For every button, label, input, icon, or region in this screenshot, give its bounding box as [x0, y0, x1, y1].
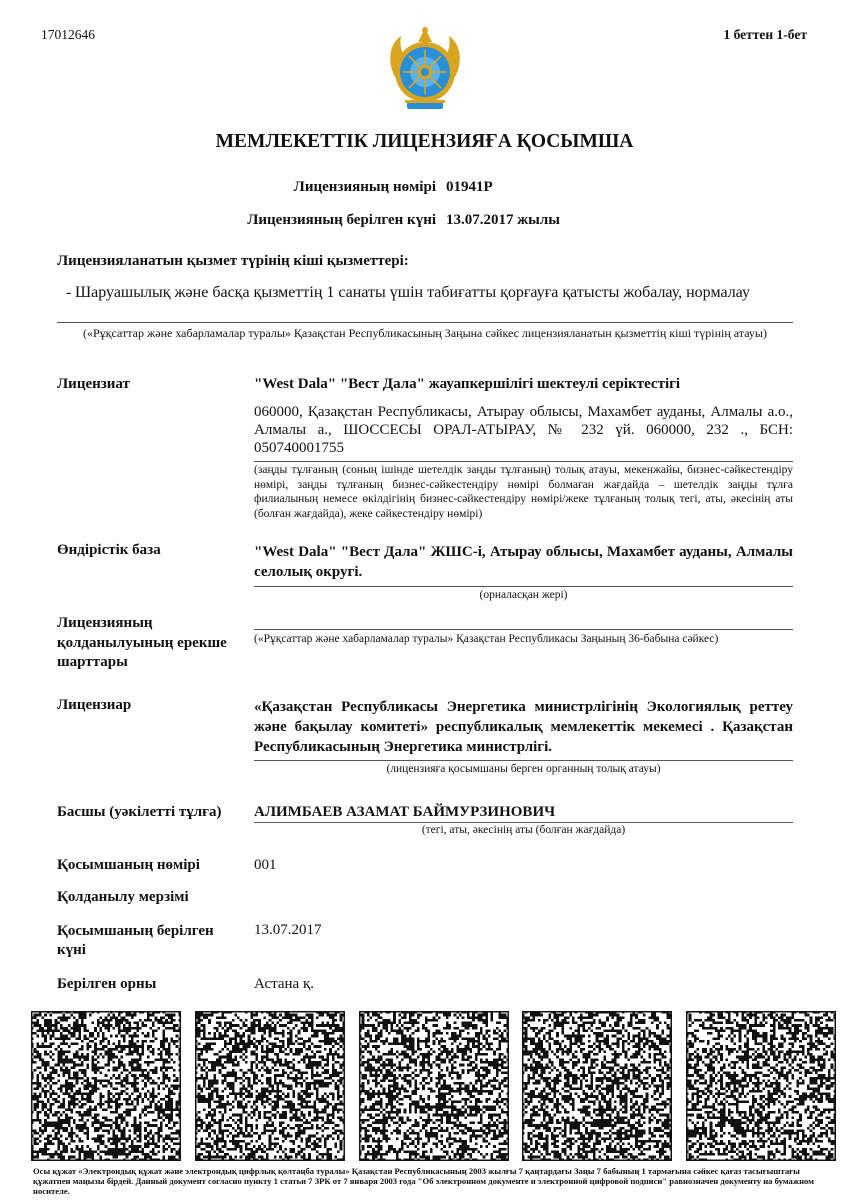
- qr-code-icon: [359, 1011, 509, 1161]
- kazakhstan-emblem-icon: [385, 22, 465, 112]
- licensor-note: (лицензияға қосымшаны берген органның толық атауы): [386, 763, 661, 775]
- production-base-label: Өндірістік база: [57, 542, 161, 558]
- head-value: АЛИМБАЕВ АЗАМАТ БАЙМУРЗИНОВИЧ: [254, 804, 556, 820]
- qr-code-icon: [195, 1011, 345, 1161]
- qr-code: [359, 1011, 509, 1161]
- state-emblem: [385, 22, 465, 112]
- licensor-value: «Қазақстан Республикасы Энергетика министрлігінің Экологиялық реттеу және бақылау комитеті» республикалық мемлекеттік мекемесі . Қазақстан Республикасының Энергетика министрлігі.: [254, 699, 793, 755]
- divider: [254, 629, 793, 630]
- license-number-value: 01941Р: [446, 179, 493, 195]
- appendix-number-value: 001: [254, 857, 277, 873]
- subservices-note: («Рұқсаттар және хабарламалар туралы» Қазақстан Республикасының Заңына сәйкес лицензияланатын қызметтің кіші түрінің атауы): [83, 326, 767, 340]
- qr-code-icon: [31, 1011, 181, 1161]
- divider: [254, 822, 793, 823]
- license-number-label: Лицензияның нөмірі: [293, 179, 436, 195]
- divider: [254, 760, 793, 761]
- subservice-item: Шаруашылық және басқа қызметтің 1 санаты үшін табиғатты қорғауға қатысты жобалау, нормалау: [75, 284, 750, 301]
- issue-date-label: Қосымшаның берілген күні: [57, 923, 214, 958]
- special-conditions-label: Лицензияның қолданылуының ерекше шарттары: [57, 615, 227, 670]
- issue-place-value: Астана қ.: [254, 976, 314, 992]
- special-conditions-note: («Рұқсаттар және хабарламалар туралы» Қазақстан Республикасы Заңының 36-бабына сәйкес): [254, 633, 719, 645]
- document-number: 17012646: [41, 27, 95, 42]
- qr-code: [195, 1011, 345, 1161]
- licensee-address: 060000, Қазақстан Республикасы, Атырау облысы, Махамбет ауданы, Алмалы а.о., Алмалы а., ШОССЕСЫ ОРАЛ-АТЫРАУ, № 232 үй. 060000, 232 ., БСН: 050740001755: [254, 404, 793, 456]
- qr-code: [31, 1011, 181, 1161]
- divider: [57, 322, 793, 323]
- legal-footer: Осы құжат «Электрондық құжат және электрондық цифрлық қолтаңба туралы» Қазақстан Республикасының 2003 жылғы 7 қаңтардағы Заңы 7 бабының 1 тармағына сәйкес қағаз тасығыштағы құжатпен маңызы бірдей. Данный документ согласно пункту 1 статьи 7 ЗРК от 7 января 2003 года "Об электронном документе и электронной цифровой подписи" равнозначен документу на бумажном носителе.: [33, 1166, 815, 1196]
- license-date-label: Лицензияның берілген күні: [247, 212, 436, 228]
- qr-code-icon: [522, 1011, 672, 1161]
- issue-date-value: 13.07.2017: [254, 922, 322, 938]
- page-title: МЕМЛЕКЕТТІК ЛИЦЕНЗИЯҒА ҚОСЫМША: [215, 131, 634, 152]
- qr-code: [686, 1011, 836, 1161]
- issue-place-label: Берілген орны: [57, 976, 157, 992]
- subservices-heading: Лицензияланатын қызмет түрінің кіші қызметтері:: [57, 253, 409, 269]
- license-date-value: 13.07.2017 жылы: [446, 212, 560, 228]
- production-base-value: "West Dala" "Вест Дала" ЖШС-і, Атырау облысы, Махамбет ауданы, Алмалы селолық округі.: [254, 544, 793, 580]
- divider: [254, 461, 793, 462]
- licensor-label: Лицензиар: [57, 697, 132, 713]
- head-note: (тегі, аты, әкесінің аты (болған жағдайда): [421, 824, 626, 836]
- qr-code: [522, 1011, 672, 1161]
- divider: [254, 586, 793, 587]
- licensee-note: (заңды тұлғаның (соның ішінде шетелдік заңды тұлғаның) толық атауы, мекенжайы, бизнес-сәйкестендіру нөмірі, заңды тұлғаның бизнес-сәйкестендіру нөмірі болмаған жағдайда – шетелдік заңды тұлға филиалының немесе өкілдігінің бизнес-сәйкестендіру нөмірі/жеке тұлғаның толық тегі, аты, әкесінің аты (болған жағдайда), жеке сәйкестендіру нөмірі): [254, 464, 793, 520]
- validity-label: Қолданылу мерзімі: [57, 889, 189, 905]
- head-label: Басшы (уәкілетті тұлға): [57, 804, 222, 820]
- page-indicator: 1 беттен 1-бет: [723, 27, 807, 42]
- licensee-name: "West Dala" "Вест Дала" жауапкершілігі шектеулі серіктестігі: [254, 376, 681, 392]
- qr-code-icon: [686, 1011, 836, 1161]
- appendix-number-label: Қосымшаның нөмірі: [57, 857, 200, 873]
- production-base-note: (орналасқан жері): [479, 589, 568, 601]
- subservice-bullet: -: [66, 284, 72, 301]
- licensee-label: Лицензиат: [57, 376, 130, 392]
